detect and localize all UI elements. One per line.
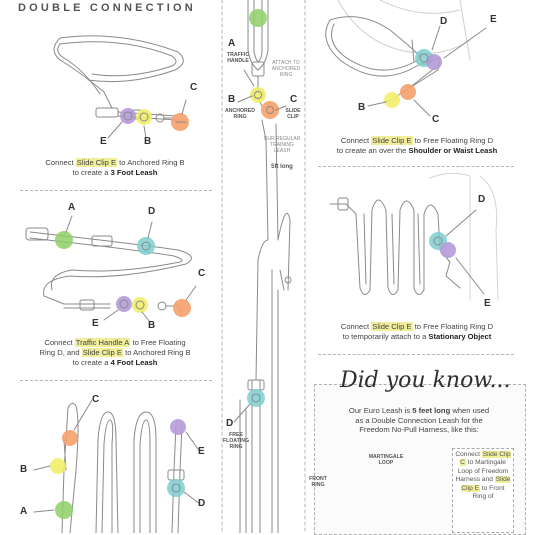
front-ring-label: FRONT RING bbox=[309, 476, 327, 488]
label-b: B bbox=[20, 464, 28, 475]
did-you-know-text: Our Euro Leash is 5 feet long when used as a Double Connection Leash for the Freedom No-Pull Harness, like this: bbox=[348, 406, 490, 435]
handle-a-green-3 bbox=[55, 501, 73, 519]
label-a: A bbox=[228, 38, 236, 49]
ring-e-purple-3 bbox=[170, 419, 186, 435]
label-a: A bbox=[20, 506, 28, 517]
clip-c-orange-2 bbox=[173, 299, 191, 317]
separator bbox=[318, 354, 514, 355]
label-c: C bbox=[198, 268, 206, 279]
label-b: B bbox=[358, 102, 366, 113]
caption-4ft-leash: Connect Traffic Handle A to Free Floating Ring D, and Slide Clip E to Anchored Ring B to create a 4 Foot Leash bbox=[39, 338, 191, 367]
did-you-know-title: Did you know... bbox=[340, 368, 511, 393]
label-c: C bbox=[290, 94, 298, 105]
pointer-e bbox=[108, 122, 122, 138]
clip-c-orange-3 bbox=[62, 430, 78, 446]
free-floating-ring-label: FREE FLOATING RING bbox=[222, 432, 250, 450]
instruction-side-box: Connect Slide Clip C to Martingale Loop of Freedom Harness and Slide Clip E to Front Ring of bbox=[452, 448, 514, 533]
page-header: DOUBLE CONNECTION bbox=[18, 2, 196, 14]
label-b: B bbox=[148, 320, 156, 331]
label-b: B bbox=[228, 94, 236, 105]
label-d: D bbox=[148, 206, 156, 217]
label-e: E bbox=[484, 298, 491, 309]
separator bbox=[20, 380, 212, 381]
anchored-ring-label: ANCHORED RING bbox=[225, 108, 255, 120]
pointer-c bbox=[182, 100, 186, 114]
label-e: E bbox=[198, 446, 205, 457]
length-label: 5ft long bbox=[271, 164, 293, 170]
attach-note: ATTACH TO ANCHORED RING bbox=[271, 60, 301, 78]
label-e: E bbox=[92, 318, 99, 329]
ring-e-purple-4 bbox=[426, 54, 442, 70]
caption-stationary: Connect Slide Clip E to Free Floating Ring D to temporarily attach to a Stationary Object bbox=[340, 322, 494, 341]
ring-e-purple-5 bbox=[440, 242, 456, 258]
ring-b-yellow-center bbox=[250, 87, 266, 103]
ring-b-yellow bbox=[136, 109, 152, 125]
slide-clip-label: SLIDE CLIP bbox=[285, 108, 301, 120]
caption-shoulder-leash: Connect Slide Clip E to Free Floating Ring D to create an over the Shoulder or Waist Leash bbox=[336, 136, 498, 155]
label-e: E bbox=[100, 136, 107, 147]
clip-c-orange-4 bbox=[400, 84, 416, 100]
shoulder-leash-illustration bbox=[326, 0, 470, 102]
ring-d-teal-3 bbox=[167, 479, 185, 497]
ring-e-purple bbox=[120, 108, 136, 124]
separator bbox=[318, 166, 514, 167]
regular-leash-note: OUR REGULAR TRAINING LEASH bbox=[263, 136, 301, 154]
traffic-handle-label: TRAFFIC HANDLE bbox=[226, 52, 250, 64]
label-e: E bbox=[490, 14, 497, 25]
separator bbox=[20, 190, 212, 191]
leash-3ft-illustration bbox=[54, 36, 183, 124]
label-d: D bbox=[198, 498, 206, 509]
stationary-illustration bbox=[330, 173, 498, 300]
ring-b-yellow-2 bbox=[132, 297, 148, 313]
label-d: D bbox=[478, 194, 486, 205]
label-c: C bbox=[92, 394, 100, 405]
label-c: C bbox=[190, 82, 198, 93]
label-a: A bbox=[68, 202, 76, 213]
leash-4ft-illustration bbox=[26, 228, 191, 312]
caption-3ft-leash: Connect Slide Clip E to Anchored Ring B to create a 3 Foot Leash bbox=[45, 158, 185, 177]
label-b: B bbox=[144, 136, 152, 147]
label-d: D bbox=[226, 418, 234, 429]
ring-e-purple-2 bbox=[116, 296, 132, 312]
handle-a-green bbox=[55, 231, 73, 249]
ring-b-yellow-4 bbox=[384, 92, 400, 108]
ring-d-teal bbox=[137, 237, 155, 255]
label-c: C bbox=[432, 114, 440, 125]
ring-b-yellow-3 bbox=[50, 458, 66, 474]
handle-a-green-center bbox=[249, 9, 267, 27]
bottom-left-illustration bbox=[62, 403, 184, 533]
label-d: D bbox=[440, 16, 448, 27]
center-leash-illustration bbox=[240, 0, 291, 533]
martingale-loop-label: MARTINGALE LOOP bbox=[368, 454, 404, 466]
